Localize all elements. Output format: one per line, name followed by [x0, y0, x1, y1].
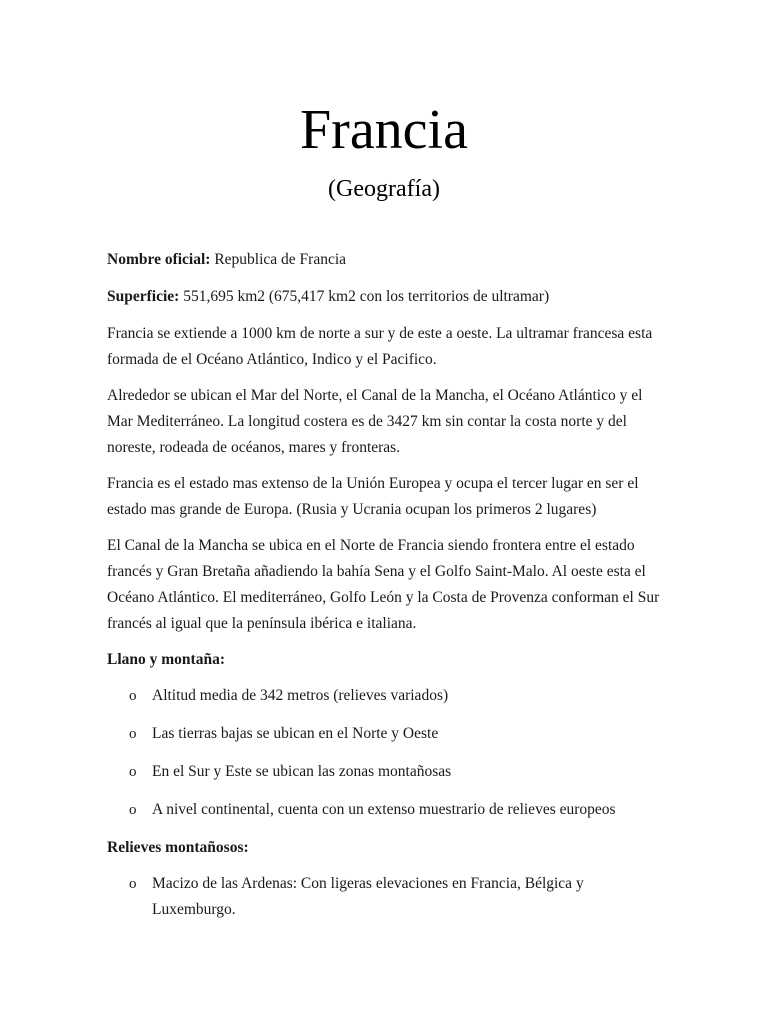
field-value: Republica de Francia: [210, 251, 347, 268]
field-label: Superficie:: [107, 288, 180, 305]
document-title: Francia: [300, 99, 468, 161]
list-item: [107, 797, 667, 823]
document-body: [107, 247, 667, 935]
field-label: Nombre oficial:: [107, 251, 211, 268]
list-item-text: Las tierras bajas se ubican en el Norte y Oeste: [152, 725, 439, 742]
paragraph: Francia se extiende a 1000 km de norte a sur y de este a oeste. La ultramar francesa esta formada de el Océano Atlántico, Indico y el Pacifico.: [107, 325, 653, 368]
bullet-list: [107, 683, 667, 823]
list-item: [107, 683, 667, 709]
section-heading: Llano y montaña:: [107, 651, 225, 668]
list-item-text: En el Sur y Este se ubican las zonas montañosas: [152, 763, 452, 780]
list-item-text: Altitud media de 342 metros (relieves variados): [152, 687, 449, 704]
list-item: [107, 721, 667, 747]
bullet-marker: o: [129, 688, 137, 704]
paragraph: El Canal de la Mancha se ubica en el Norte de Francia siendo frontera entre el estado francés y Gran Bretaña añadiendo la bahía Sena y el Golfo Saint-Malo. Al oeste esta el Océano Atlántico. El mediterráneo, Golfo León y la Costa de Provenza conforman el Sur francés al igual que la península ibérica e italiana.: [107, 537, 660, 632]
bullet-marker: o: [129, 764, 137, 780]
field-surface: [107, 284, 667, 310]
paragraph: Francia es el estado mas extenso de la Unión Europea y ocupa el tercer lugar en ser el estado mas grande de Europa. (Rusia y Ucrania ocupan los primeros 2 lugares): [107, 475, 639, 518]
paragraph: Alrededor se ubican el Mar del Norte, el Canal de la Mancha, el Océano Atlántico y el Mar Mediterráneo. La longitud costera es de 3427 km sin contar la costa norte y del noreste, rodeada de océanos, mares y fronteras.: [107, 387, 643, 456]
bullet-marker: o: [129, 876, 137, 892]
bullet-marker: o: [129, 726, 137, 742]
section-heading: Relieves montañosos:: [107, 839, 249, 856]
list-item-text: A nivel continental, cuenta con un extenso muestrario de relieves europeos: [152, 801, 616, 818]
field-value: 551,695 km2 (675,417 km2 con los territorios de ultramar): [179, 288, 550, 305]
list-item: [107, 871, 667, 923]
list-item: [107, 759, 667, 785]
bullet-marker: o: [129, 802, 137, 818]
list-item-text: Macizo de las Ardenas: Con ligeras elevaciones en Francia, Bélgica y Luxemburgo.: [152, 875, 584, 918]
document-subtitle: (Geografía): [328, 176, 440, 202]
field-official-name: [107, 247, 667, 273]
bullet-list: [107, 871, 667, 923]
